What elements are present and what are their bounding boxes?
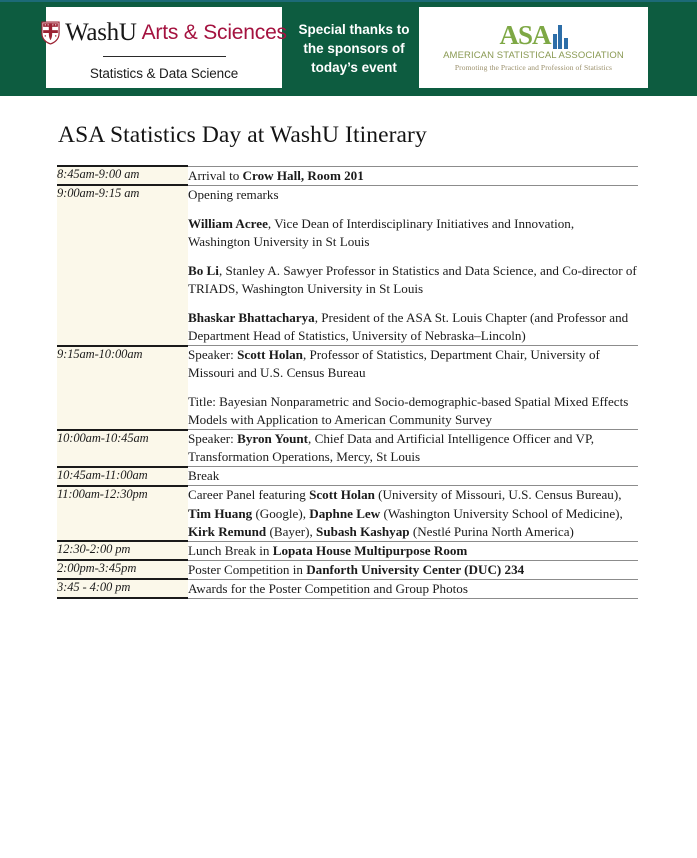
itinerary-text: Awards for the Poster Competition and Group Photos: [188, 580, 468, 596]
itinerary-row-time: 12:30-2:00 pm: [57, 541, 188, 560]
itinerary-emphasis: William Acree: [188, 215, 268, 231]
itinerary-text: Break: [188, 468, 220, 484]
itinerary-row-time: 8:45am-9:00 am: [57, 166, 188, 185]
itinerary-emphasis: Daphne Lew: [309, 505, 381, 521]
itinerary-text: , Vice Dean of Interdisciplinary Initiatives and Innovation, Washington University in St Louis: [188, 215, 575, 249]
sponsor-header-band: [0, 0, 697, 96]
itinerary-row: [57, 430, 638, 467]
itinerary-paragraph: [188, 486, 638, 540]
asa-wordmark: ASA: [499, 19, 551, 50]
itinerary-row-description: [188, 430, 638, 467]
washu-logo-top: [41, 20, 287, 45]
itinerary-row-description: [188, 185, 638, 345]
itinerary-text: (University of Missouri, U.S. Census Bureau),: [374, 487, 622, 503]
itinerary-row: [57, 467, 638, 486]
itinerary-row-description: [188, 579, 638, 598]
itinerary-row-time: 11:00am-12:30pm: [57, 486, 188, 541]
itinerary-row-time: 9:15am-10:00am: [57, 346, 188, 430]
itinerary-emphasis: Kirk Remund: [188, 523, 267, 539]
itinerary-row-description: [188, 467, 638, 486]
itinerary-emphasis: Crow Hall, Room 201: [242, 167, 364, 183]
itinerary-row-description: [188, 346, 638, 430]
itinerary-row: [57, 346, 638, 430]
itinerary-row: [57, 166, 638, 185]
asa-tagline: Promoting the Practice and Profession of Statistics: [454, 63, 613, 73]
itinerary-page: [0, 96, 697, 599]
itinerary-text: (Washington University School of Medicine),: [380, 505, 623, 521]
itinerary-row: [57, 185, 638, 345]
itinerary-row-time: 3:45 - 4:00 pm: [57, 579, 188, 598]
itinerary-text: Title: Bayesian Nonparametric and Socio-demographic-based Spatial Mixed Effects Models with Application to American Community Survey: [188, 394, 629, 428]
itinerary-text: Career Panel featuring: [188, 487, 310, 503]
itinerary-emphasis: Scott Holan: [237, 347, 303, 362]
itinerary-text: Lunch Break in: [188, 542, 273, 558]
itinerary-emphasis: Subash Kashyap: [316, 523, 410, 539]
itinerary-row: [57, 560, 638, 579]
itinerary-text: Arrival to: [188, 167, 243, 183]
itinerary-emphasis: Scott Holan: [309, 487, 375, 503]
itinerary-text: , President of the ASA St. Louis Chapter (and Professor and Department Head of Statistics, University of Nebraska–Lincoln): [188, 309, 629, 343]
itinerary-emphasis: Danforth University Center (DUC) 234: [306, 561, 525, 577]
itinerary-row-time: 10:45am-11:00am: [57, 467, 188, 486]
sponsor-thanks-text: Special thanks to the sponsors of today’s event: [298, 22, 410, 76]
itinerary-row-time: 2:00pm-3:45pm: [57, 560, 188, 579]
washu-shield-icon: [41, 21, 60, 45]
itinerary-paragraph: [188, 262, 638, 298]
asa-full-name: AMERICAN STATISTICAL ASSOCIATION: [443, 49, 624, 61]
itinerary-text: , Stanley A. Sawyer Professor in Statistics and Data Science, and Co-director of TRIADS, Washington University in St Louis: [188, 262, 637, 296]
itinerary-emphasis: Tim Huang: [188, 505, 253, 521]
itinerary-row: [57, 486, 638, 541]
itinerary-text: Opening remarks: [188, 186, 279, 202]
washu-department-label: Statistics & Data Science: [89, 66, 239, 81]
itinerary-emphasis: Lopata House Multipurpose Room: [272, 542, 468, 558]
itinerary-paragraph: [188, 561, 638, 579]
itinerary-paragraph: [188, 186, 638, 204]
itinerary-row-time: 10:00am-10:45am: [57, 430, 188, 467]
washu-wordmark: WashU: [65, 19, 137, 46]
page-title: ASA Statistics Day at WashU Itinerary: [58, 122, 427, 148]
asa-bar-chart-icon: [553, 25, 568, 49]
itinerary-row-time: 9:00am-9:15 am: [57, 185, 188, 345]
itinerary-row: [57, 541, 638, 560]
itinerary-row-description: [188, 541, 638, 560]
itinerary-emphasis: Bo Li: [188, 262, 219, 278]
itinerary-text: Speaker:: [188, 347, 238, 362]
itinerary-paragraph: [188, 215, 638, 251]
washu-logo-card: [46, 7, 287, 88]
itinerary-paragraph: [188, 346, 638, 382]
itinerary-text: , Chief Data and Artificial Intelligence Officer and VP, Transformation Operations, Mercy, St Louis: [188, 431, 595, 465]
itinerary-row-description: [188, 166, 638, 185]
itinerary-text: , Professor of Statistics, Department Chair, University of Missouri and U.S. Census Bureau: [188, 347, 600, 381]
itinerary-paragraph: [188, 393, 638, 429]
itinerary-emphasis: Byron Yount: [237, 431, 309, 447]
itinerary-paragraph: [188, 309, 638, 345]
itinerary-table: [57, 165, 638, 599]
asa-logo-card: [419, 7, 648, 88]
itinerary-row: [57, 579, 638, 598]
asa-logo-mark: [499, 19, 567, 50]
washu-divider: [103, 56, 226, 57]
itinerary-paragraph: [188, 580, 638, 598]
itinerary-text: Poster Competition in: [188, 561, 307, 577]
itinerary-text: Speaker:: [188, 431, 238, 447]
itinerary-paragraph: [188, 430, 638, 466]
itinerary-row-description: [188, 486, 638, 541]
itinerary-paragraph: [188, 167, 638, 185]
itinerary-text: (Nestlé Purina North America): [409, 523, 574, 539]
itinerary-emphasis: Bhaskar Bhattacharya: [188, 309, 315, 325]
itinerary-paragraph: [188, 467, 638, 485]
arts-and-sciences-wordmark: Arts & Sciences: [141, 21, 287, 44]
itinerary-row-description: [188, 560, 638, 579]
itinerary-paragraph: [188, 542, 638, 560]
itinerary-text: (Google),: [252, 505, 310, 521]
itinerary-text: (Bayer),: [266, 523, 317, 539]
itinerary-table-body: [57, 166, 638, 598]
